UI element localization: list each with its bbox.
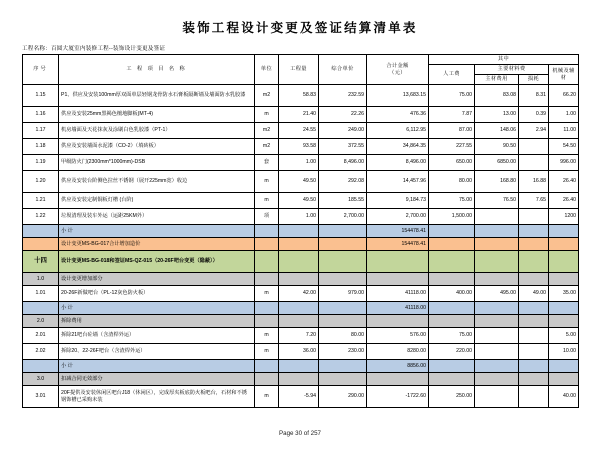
row-cell-material-cost (475, 360, 519, 373)
row-cell-unit: m2 (255, 139, 279, 155)
page-title: 装饰工程设计变更及签证结算清单表 (182, 21, 418, 35)
row-cell-unit (255, 302, 279, 315)
row-cell-qty: 42.00 (279, 286, 319, 302)
col-header-unit-price: 综合单价 (319, 55, 367, 85)
row-cell-material-cost: 83.08 (475, 85, 519, 107)
table-body (23, 85, 579, 408)
row-cell-material-cost (475, 238, 519, 251)
row-cell-labor (429, 238, 475, 251)
row-cell-total (367, 315, 429, 328)
row-cell-unit (255, 238, 279, 251)
row-cell-labor: 75.00 (429, 193, 475, 209)
row-cell-unit-price: 80.00 (319, 328, 367, 344)
row-cell-no: 1.20 (23, 171, 59, 193)
row-cell-machine-aux (549, 251, 579, 273)
table-row (23, 225, 579, 238)
row-cell-machine-aux (549, 302, 579, 315)
row-cell-no: 1.19 (23, 155, 59, 171)
row-cell-qty: 93.58 (279, 139, 319, 155)
row-cell-machine-aux: 10.00 (549, 344, 579, 360)
row-cell-name: 小 计 (59, 360, 255, 373)
row-cell-total: 13,683.15 (367, 85, 429, 107)
row-cell-material-cost (475, 344, 519, 360)
row-cell-unit-price: 232.59 (319, 85, 367, 107)
col-header-total-line1: 合计金额 (386, 62, 409, 69)
row-cell-name: 20-26F新做吧台（PL-12灰色防火板） (59, 286, 255, 302)
row-cell-unit: m (255, 386, 279, 408)
row-cell-name: 供应及安装定制铜板灯槽 (台阶) (59, 193, 255, 209)
page-footer: Page 30 of 257 (279, 430, 321, 437)
row-cell-total: 8856.00 (367, 360, 429, 373)
row-cell-no: 1.17 (23, 123, 59, 139)
row-cell-loss (519, 344, 549, 360)
row-cell-total: 34,864.35 (367, 139, 429, 155)
row-cell-total: 9,184.73 (367, 193, 429, 209)
row-cell-loss (519, 315, 549, 328)
col-header-qty: 工程量 (279, 55, 319, 85)
table-row (23, 344, 579, 360)
row-cell-unit-price (319, 225, 367, 238)
row-cell-no: 1.21 (23, 193, 59, 209)
row-cell-unit (255, 273, 279, 286)
row-cell-material-cost: 495.00 (475, 286, 519, 302)
table-row (23, 238, 579, 251)
row-cell-no (23, 302, 59, 315)
row-cell-qty: 49.50 (279, 171, 319, 193)
table-row (23, 386, 579, 408)
col-header-total-line2: （元） (389, 69, 406, 76)
col-header-loss: 损耗 (519, 75, 549, 85)
col-header-unit: 单位 (255, 55, 279, 85)
row-cell-qty: 1.00 (279, 155, 319, 171)
table-row (23, 193, 579, 209)
col-header-name: 工 程 项 目 名 称 (59, 55, 255, 85)
row-cell-no: 1.01 (23, 286, 59, 302)
row-cell-labor: 220.00 (429, 344, 475, 360)
row-cell-loss (519, 360, 549, 373)
row-cell-material-cost (475, 209, 519, 225)
table-row (23, 315, 579, 328)
row-cell-material-cost: 90.50 (475, 139, 519, 155)
row-cell-name: 设计变更MS-BG-017合计增加造价 (59, 238, 255, 251)
row-cell-name: 供应及安装25mm黑褐色檀地脚板(MT-4) (59, 107, 255, 123)
row-cell-loss: 16.88 (519, 171, 549, 193)
table-row (23, 107, 579, 123)
row-cell-material-cost: 76.50 (475, 193, 519, 209)
row-cell-unit-price: 8,496.00 (319, 155, 367, 171)
row-cell-qty (279, 225, 319, 238)
row-cell-machine-aux (549, 238, 579, 251)
row-cell-total: 14,457.96 (367, 171, 429, 193)
col-header-main-material: 主要材料费 (475, 65, 549, 75)
row-cell-labor: 87.00 (429, 123, 475, 139)
row-cell-name: 拆除费用 (59, 315, 255, 328)
row-cell-unit-price: 249.00 (319, 123, 367, 139)
row-cell-machine-aux: 26.40 (549, 193, 579, 209)
table-row (23, 155, 579, 171)
table-row (23, 360, 579, 373)
row-cell-name: 机房墙面及天花抹灰及涂刷白色乳胶漆（PT-1） (59, 123, 255, 139)
row-cell-material-cost (475, 386, 519, 408)
row-cell-total (367, 273, 429, 286)
row-cell-unit-price: 290.00 (319, 386, 367, 408)
row-cell-no: 1.22 (23, 209, 59, 225)
row-cell-unit-price (319, 315, 367, 328)
row-cell-machine-aux: 54.50 (549, 139, 579, 155)
table-row (23, 209, 579, 225)
row-cell-labor: 227.55 (429, 139, 475, 155)
row-cell-unit (255, 373, 279, 386)
row-cell-name: P1、供应及安装100mm厚双面单层轻钢龙骨防水石膏板隔断墙及墙面防水乳胶漆 (59, 85, 255, 107)
row-cell-qty: 36.00 (279, 344, 319, 360)
row-cell-no: 2.01 (23, 328, 59, 344)
row-cell-qty (279, 238, 319, 251)
table-row (23, 302, 579, 315)
row-cell-no: 1.18 (23, 139, 59, 155)
row-cell-unit (255, 225, 279, 238)
row-cell-unit: m (255, 171, 279, 193)
table-row (23, 273, 579, 286)
row-cell-labor: 75.00 (429, 85, 475, 107)
row-cell-loss: 0.39 (519, 107, 549, 123)
row-cell-labor (429, 373, 475, 386)
table-row (23, 139, 579, 155)
row-cell-labor: 400.00 (429, 286, 475, 302)
row-cell-machine-aux: 11.00 (549, 123, 579, 139)
row-cell-loss: 2.94 (519, 123, 549, 139)
table-row (23, 373, 579, 386)
row-cell-total: 154478.41 (367, 225, 429, 238)
row-cell-qty (279, 360, 319, 373)
row-cell-loss: 8.31 (519, 85, 549, 107)
row-cell-no: 2.0 (23, 315, 59, 328)
row-cell-unit: 套 (255, 155, 279, 171)
table-row (23, 85, 579, 107)
row-cell-material-cost (475, 328, 519, 344)
row-cell-total: 576.00 (367, 328, 429, 344)
row-cell-unit: m (255, 107, 279, 123)
row-cell-loss: 7.65 (519, 193, 549, 209)
col-header-machine-aux: 机械及辅材 (549, 65, 579, 85)
row-cell-qty: 1.00 (279, 209, 319, 225)
col-header-material-cost: 主材费用 (475, 75, 519, 85)
row-cell-qty: 49.50 (279, 193, 319, 209)
row-cell-loss (519, 386, 549, 408)
row-cell-unit-price (319, 360, 367, 373)
row-cell-labor (429, 360, 475, 373)
row-cell-machine-aux: 5.00 (549, 328, 579, 344)
row-cell-name: 垃圾清理及装车外运（运距25KM外） (59, 209, 255, 225)
row-cell-unit-price: 979.00 (319, 286, 367, 302)
col-header-labor: 人工费 (429, 65, 475, 85)
row-cell-loss (519, 328, 549, 344)
row-cell-unit-price: 230.00 (319, 344, 367, 360)
row-cell-qty (279, 302, 319, 315)
row-cell-loss (519, 139, 549, 155)
row-cell-loss (519, 238, 549, 251)
row-cell-labor (429, 251, 475, 273)
table-row (23, 123, 579, 139)
row-cell-qty (279, 251, 319, 273)
row-cell-material-cost (475, 251, 519, 273)
table-header (23, 55, 579, 85)
row-cell-qty (279, 273, 319, 286)
row-cell-no: 3.0 (23, 373, 59, 386)
row-cell-total: 2,700.00 (367, 209, 429, 225)
row-cell-total: 41118.00 (367, 286, 429, 302)
row-cell-unit-price: 292.08 (319, 171, 367, 193)
row-cell-total: -1722.60 (367, 386, 429, 408)
row-cell-material-cost: 6850.00 (475, 155, 519, 171)
row-cell-total (367, 373, 429, 386)
row-cell-name: 设计变更MS-BG-018和签证MS-QZ-015（20-26F吧台变更（隐蔽）） (59, 251, 255, 273)
row-cell-name: 拆除20、22-26F吧台（含渣桿外运） (59, 344, 255, 360)
row-cell-total: 8280.00 (367, 344, 429, 360)
row-cell-loss (519, 373, 549, 386)
row-cell-no (23, 360, 59, 373)
table-row (23, 286, 579, 302)
row-cell-unit: m (255, 344, 279, 360)
row-cell-total: 6,112.95 (367, 123, 429, 139)
col-header-total (367, 55, 429, 85)
row-cell-unit-price (319, 373, 367, 386)
row-cell-total: 154478.41 (367, 238, 429, 251)
project-name-label: 工程名称：百圆大厦室内装修工程--装饰设计变更及签证 (22, 46, 166, 52)
row-cell-unit-price: 2,700.00 (319, 209, 367, 225)
row-cell-unit: m (255, 328, 279, 344)
row-cell-total (367, 251, 429, 273)
row-cell-name: 小 计 (59, 225, 255, 238)
row-cell-material-cost (475, 315, 519, 328)
row-cell-loss (519, 209, 549, 225)
row-cell-no: 3.01 (23, 386, 59, 408)
col-header-no: 序号 (23, 55, 59, 85)
row-cell-machine-aux (549, 225, 579, 238)
row-cell-name: 20F提供及安装休闲区吧台J18（休闲区），完成厚夹板底防火板吧台，石材和不锈钢饰槽已采购未装 (59, 386, 255, 408)
row-cell-no (23, 238, 59, 251)
row-cell-no: 1.16 (23, 107, 59, 123)
row-cell-name: 扣减合同无效部分 (59, 373, 255, 386)
row-cell-machine-aux (549, 315, 579, 328)
row-cell-unit-price: 185.55 (319, 193, 367, 209)
row-cell-machine-aux (549, 360, 579, 373)
row-cell-unit: m2 (255, 123, 279, 139)
cost-table (22, 54, 579, 408)
row-cell-unit-price: 372.55 (319, 139, 367, 155)
row-cell-labor (429, 225, 475, 238)
row-cell-qty: -5.94 (279, 386, 319, 408)
row-cell-unit-price (319, 238, 367, 251)
row-cell-loss (519, 251, 549, 273)
row-cell-labor: 80.00 (429, 171, 475, 193)
row-cell-machine-aux (549, 273, 579, 286)
row-cell-total: 41118.00 (367, 302, 429, 315)
row-cell-qty (279, 315, 319, 328)
row-cell-qty (279, 373, 319, 386)
row-cell-unit: m (255, 193, 279, 209)
row-cell-labor: 650.00 (429, 155, 475, 171)
row-cell-material-cost: 168.80 (475, 171, 519, 193)
row-cell-name: 拆除21吧台砼墙（含渣桿外运） (59, 328, 255, 344)
row-cell-loss (519, 225, 549, 238)
row-cell-name: 设计变更增加部分 (59, 273, 255, 286)
row-cell-material-cost (475, 225, 519, 238)
row-cell-name: 供应及安装台阶侧色拉丝不锈钢（展开225mm宽）收边 (59, 171, 255, 193)
row-cell-machine-aux: 1.00 (549, 107, 579, 123)
row-cell-total: 8,496.00 (367, 155, 429, 171)
table-row (23, 328, 579, 344)
row-cell-material-cost (475, 373, 519, 386)
row-cell-material-cost: 13.00 (475, 107, 519, 123)
row-cell-unit (255, 251, 279, 273)
row-cell-machine-aux (549, 373, 579, 386)
row-cell-machine-aux: 26.40 (549, 171, 579, 193)
row-cell-material-cost: 148.06 (475, 123, 519, 139)
row-cell-loss (519, 302, 549, 315)
row-cell-no (23, 225, 59, 238)
row-cell-no: 1.0 (23, 273, 59, 286)
row-cell-unit: 项 (255, 209, 279, 225)
row-cell-total: 476.36 (367, 107, 429, 123)
row-cell-unit: m2 (255, 85, 279, 107)
row-cell-material-cost (475, 302, 519, 315)
row-cell-unit-price (319, 273, 367, 286)
row-cell-unit-price (319, 302, 367, 315)
row-cell-labor: 250.00 (429, 386, 475, 408)
row-cell-labor: 1,500.00 (429, 209, 475, 225)
row-cell-name: 小 计 (59, 302, 255, 315)
row-cell-labor (429, 273, 475, 286)
row-cell-machine-aux: 35.00 (549, 286, 579, 302)
row-cell-unit-price (319, 251, 367, 273)
row-cell-no: 2.02 (23, 344, 59, 360)
row-cell-name: 甲级防火门(2300mm*1000mm)-DSB (59, 155, 255, 171)
row-cell-labor: 75.00 (429, 328, 475, 344)
row-cell-unit (255, 360, 279, 373)
row-cell-qty: 58.83 (279, 85, 319, 107)
row-cell-unit-price: 22.26 (319, 107, 367, 123)
row-cell-qty: 24.55 (279, 123, 319, 139)
row-cell-loss: 49.00 (519, 286, 549, 302)
row-cell-name: 供应及安装墙面水泥漆（CO-2）（填砖板） (59, 139, 255, 155)
row-cell-labor: 7.87 (429, 107, 475, 123)
row-cell-qty: 21.40 (279, 107, 319, 123)
row-cell-loss (519, 155, 549, 171)
row-cell-unit (255, 315, 279, 328)
row-cell-no: 十四 (23, 251, 59, 273)
row-cell-qty: 7.20 (279, 328, 319, 344)
col-header-among: 其中 (429, 55, 579, 65)
row-cell-loss (519, 273, 549, 286)
table-row (23, 251, 579, 273)
row-cell-machine-aux: 996.00 (549, 155, 579, 171)
row-cell-no: 1.15 (23, 85, 59, 107)
row-cell-unit: m (255, 286, 279, 302)
row-cell-labor (429, 302, 475, 315)
row-cell-machine-aux: 1200 (549, 209, 579, 225)
row-cell-machine-aux: 40.00 (549, 386, 579, 408)
row-cell-machine-aux: 66.20 (549, 85, 579, 107)
table-row (23, 171, 579, 193)
row-cell-labor (429, 315, 475, 328)
row-cell-material-cost (475, 273, 519, 286)
